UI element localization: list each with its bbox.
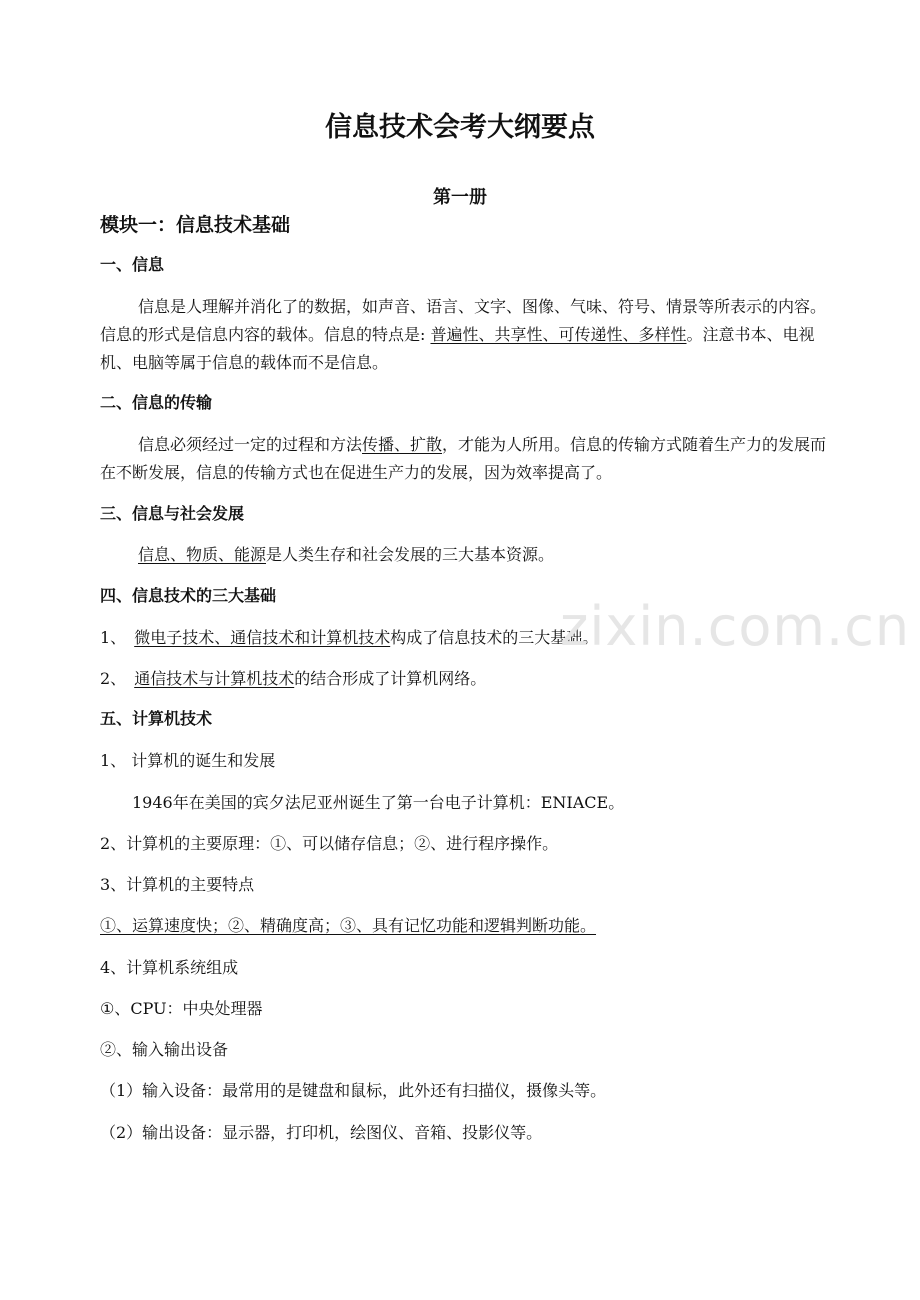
section-heading-society: 三、信息与社会发展: [100, 504, 245, 523]
line-computer-principle: 2、计算机的主要原理：①、可以储存信息；②、进行程序操作。: [100, 834, 559, 853]
module-heading: 模块一：信息技术基础: [100, 214, 291, 236]
line-computer-features: [100, 912, 830, 940]
paragraph-text: 信息必须经过一定的过程和方法: [138, 435, 363, 454]
line-eniac: 1946年在美国的宾夕法尼亚州诞生了第一台电子计算机：ENIACE。: [132, 793, 625, 812]
underlined-key-terms: 微电子技术、通信技术和计算机技术: [134, 628, 391, 647]
underlined-key-terms: 普遍性、共享性、可传递性、多样性: [430, 325, 687, 344]
paragraph-text: 信息是人理解并消化了的数据，如声音、语言、文字、图像、气味、符号、情景等所表示的内容。信息的形式是信息内容的载体。信息的特点是:: [100, 297, 827, 344]
line-cpu: ①、CPU：中央处理器: [100, 999, 263, 1018]
paragraph-transmission: [100, 431, 830, 487]
list-number: 2、: [100, 669, 127, 688]
line-computer-features-heading: 3、计算机的主要特点: [100, 875, 255, 894]
line-io-devices: ②、输入输出设备: [100, 1040, 229, 1059]
paragraph-society: [100, 541, 830, 569]
line-input-devices: （1）输入设备：最常用的是键盘和鼠标，此外还有扫描仪，摄像头等。: [100, 1081, 607, 1100]
line-system-composition: 4、计算机系统组成: [100, 958, 239, 977]
paragraph-information: [100, 293, 830, 377]
paragraph-text: 。注意书本、电视机、电脑等属于信息的载体而不是信息。: [100, 325, 815, 372]
paragraph-text: ，才能为人所用。信息的传输方式随着生产力的发展而在不断发展，信息的传输方式也在促进生产力的发展，因为效率提高了。: [100, 435, 827, 482]
line-output-devices: （2）输出设备：显示器，打印机，绘图仪、音箱、投影仪等。: [100, 1123, 543, 1142]
line-computer-birth: 1、 计算机的诞生和发展: [100, 751, 276, 770]
underlined-key-terms: 信息、物质、能源: [138, 545, 267, 564]
list-text: 的结合形成了计算机网络。: [294, 669, 487, 688]
underlined-key-terms: 通信技术与计算机技术: [134, 669, 295, 688]
section-heading-computer-technology: 五、计算机技术: [100, 709, 213, 728]
document-title: 信息技术会考大纲要点: [325, 112, 595, 143]
section-heading-information: 一、信息: [100, 255, 165, 274]
volume-heading: 第一册: [433, 187, 487, 208]
list-number: 1、: [100, 628, 127, 647]
section-heading-transmission: 二、信息的传输: [100, 393, 213, 412]
watermark-text: zixin.com.cn: [560, 595, 911, 658]
section-heading-three-foundations: 四、信息技术的三大基础: [100, 586, 277, 605]
underlined-key-terms: 传播、扩散: [362, 435, 443, 454]
paragraph-text: 是人类生存和社会发展的三大基本资源。: [266, 545, 555, 564]
list-text: 构成了信息技术的三大基础。: [390, 628, 599, 647]
list-item: [100, 624, 830, 652]
underlined-key-terms: ①、运算速度快；②、精确度高；③、具有记忆功能和逻辑判断功能。: [100, 916, 597, 935]
list-item: [100, 665, 830, 693]
